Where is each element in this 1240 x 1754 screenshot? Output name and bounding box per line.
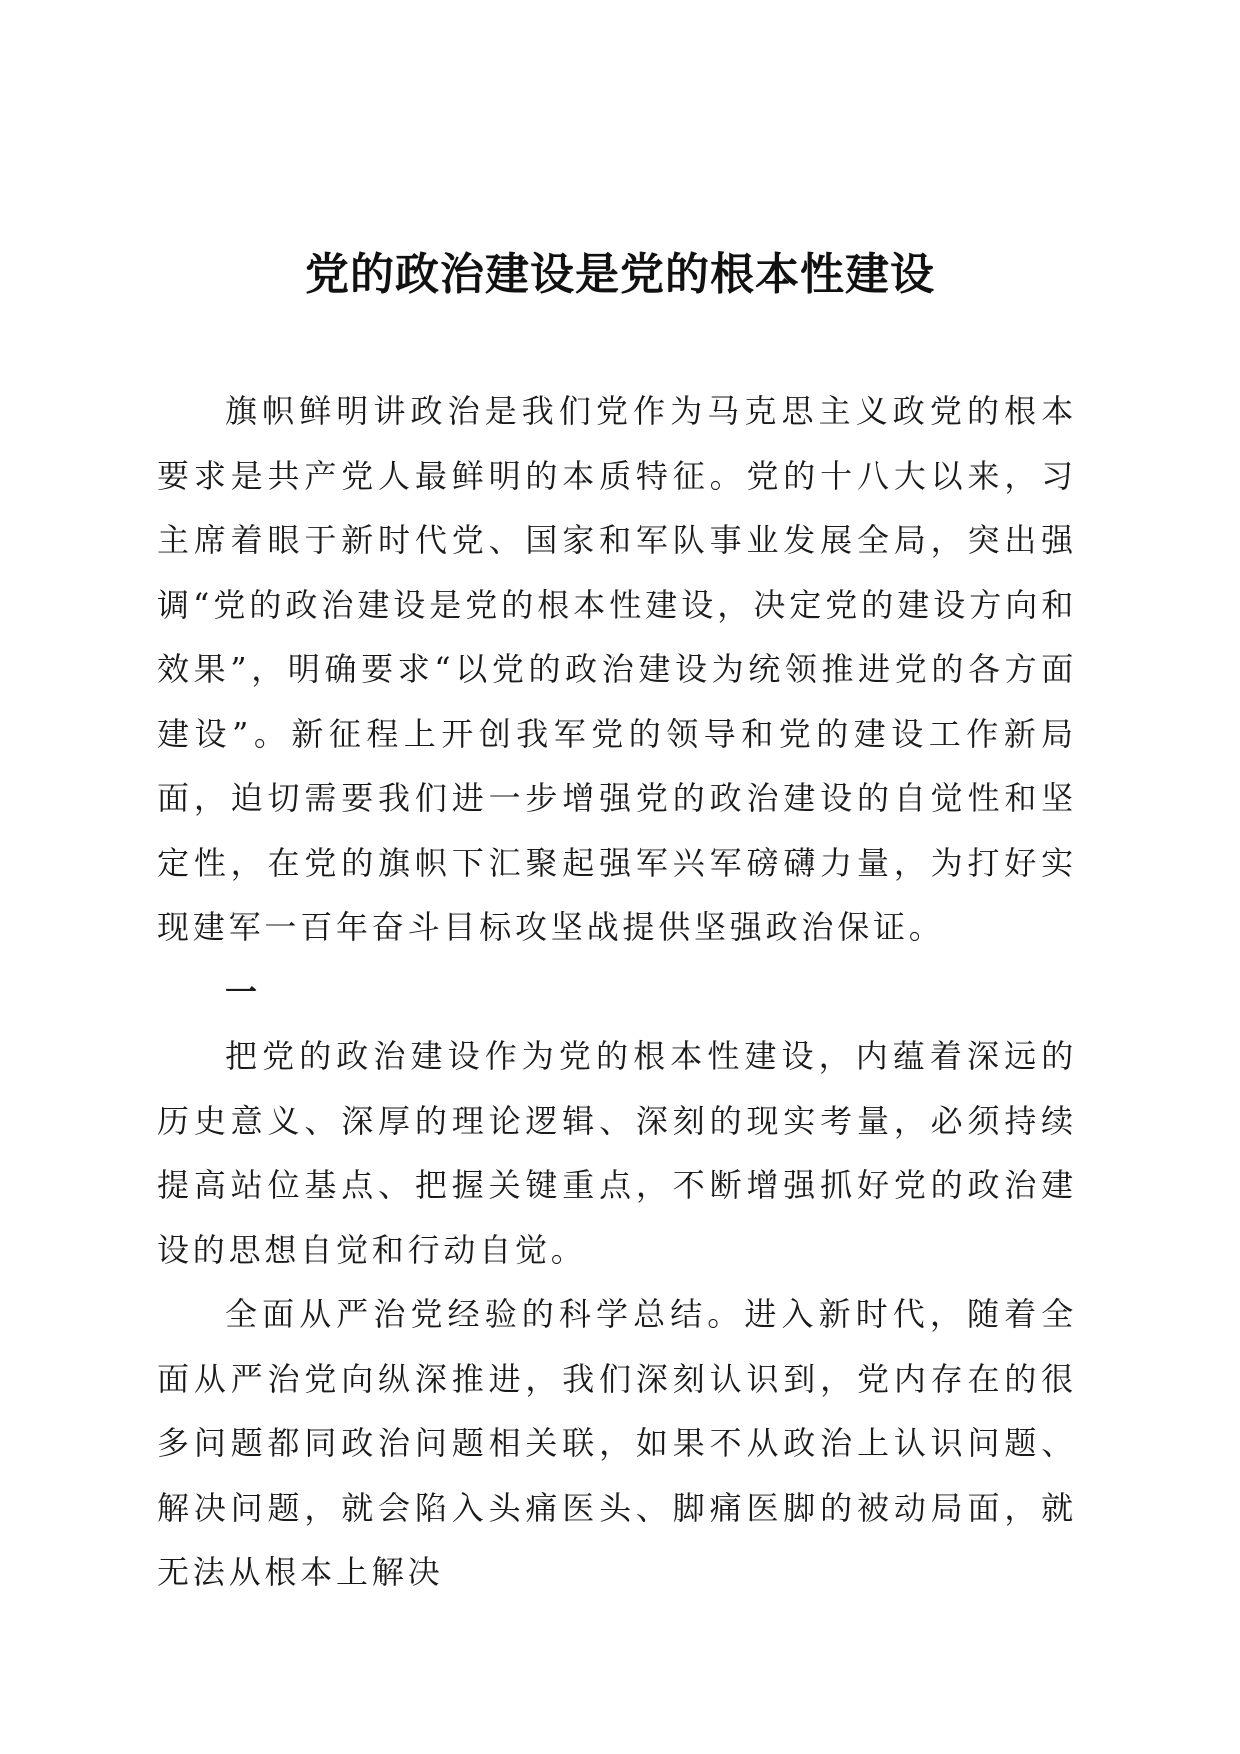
section-number: 一 [225, 972, 261, 1011]
section-paragraph-1: 把党的政治建设作为党的根本性建设，内蕴着深远的历史意义、深厚的理论逻辑、深刻的现实考量，必须持续提高站位基点、把握关键重点，不断增强抓好党的政治建设的思想自觉和行动自觉。 [157, 1037, 1077, 1269]
section-paragraph-2: 全面从严治党经验的科学总结。进入新时代，随着全面从严治党向纵深推进，我们深刻认识到，党内存在的很多问题都同政治问题相关联，如果不从政治上认识问题、解决问题，就会陷入头痛医头、脚痛医脚的被动局面，就无法从根本上解决 [157, 1295, 1077, 1591]
intro-paragraph: 旗帜鲜明讲政治是我们党作为马克思主义政党的根本要求是共产党人最鲜明的本质特征。党的十八大以来，习主席着眼于新时代党、国家和军队事业发展全局，突出强调“党的政治建设是党的根本性建设，决定党的建设方向和效果”，明确要求“以党的政治建设为统领推进党的各方面建设”。新征程上开创我军党的领导和党的建设工作新局面，迫切需要我们进一步增强党的政治建设的自觉性和坚定性，在党的旗帜下汇聚起强军兴军磅礴力量，为打好实现建军一百年奋斗目标攻坚战提供坚强政治保证。 [157, 392, 1077, 946]
document-title: 党的政治建设是党的根本性建设 [305, 249, 935, 300]
document-body [157, 379, 1077, 1605]
